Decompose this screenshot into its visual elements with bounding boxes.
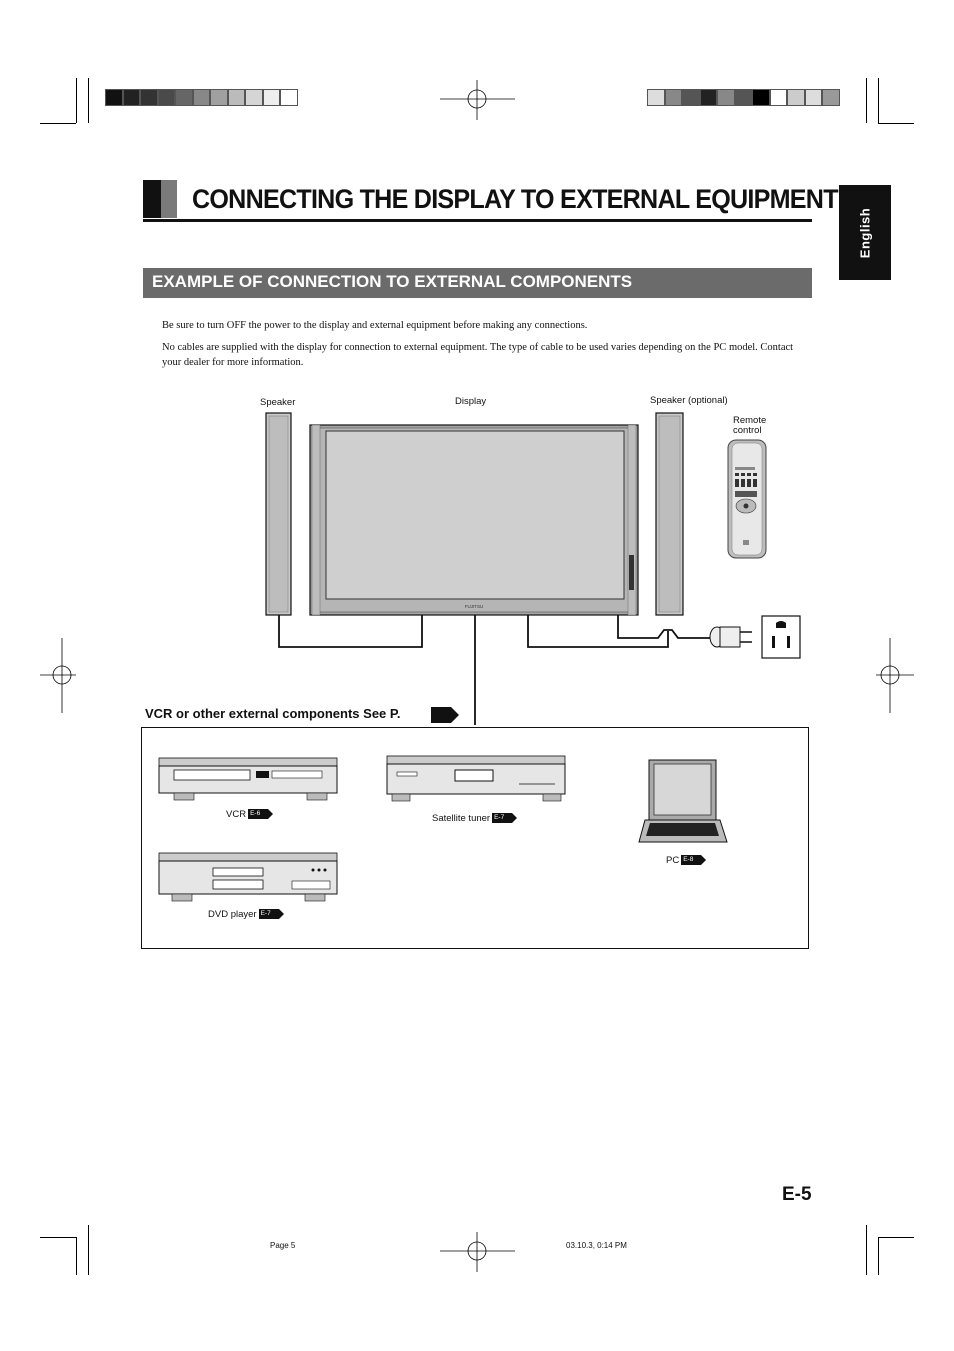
registration-mark-top xyxy=(440,80,515,120)
paragraph-cables: No cables are supplied with the display for connection to external equipment. The type of cable to be used varies depending on the PC model. Contact your dealer for more information. xyxy=(162,342,794,368)
display-illustration xyxy=(310,425,638,615)
external-devices-illustration xyxy=(155,750,745,910)
registration-mark-right xyxy=(876,638,914,713)
paragraph-power-off: Be sure to turn OFF the power to the display and external equipment before making any connections. xyxy=(162,320,588,331)
footer-timestamp: 03.10.3, 0:14 PM xyxy=(566,1241,627,1250)
display-label: Display xyxy=(455,396,487,407)
external-components-heading: VCR or other external components See P. xyxy=(145,706,401,721)
gray-scale-bar-right xyxy=(647,89,840,106)
remote-label: Remote control xyxy=(733,415,767,436)
remote-illustration xyxy=(728,440,766,558)
registration-mark-left xyxy=(40,638,76,713)
vcr-label: VCR E-6 xyxy=(226,809,268,820)
language-label: English xyxy=(857,207,873,258)
footer-page: Page 5 xyxy=(270,1241,296,1250)
speaker-left-illustration xyxy=(266,413,291,615)
language-tab xyxy=(839,185,891,280)
dvd-player-illustration xyxy=(159,853,337,901)
speaker-right-label: Speaker (optional) xyxy=(650,395,728,406)
svg-text:FUJITSU: FUJITSU xyxy=(464,604,484,609)
page-number: E-5 xyxy=(782,1184,812,1205)
registration-mark-bottom xyxy=(440,1232,515,1272)
power-plug-illustration xyxy=(710,627,752,647)
pc-illustration xyxy=(639,760,727,842)
section-heading xyxy=(143,268,812,298)
satellite-tuner-illustration xyxy=(387,756,565,801)
satellite-tuner-label: Satellite tuner E-7 xyxy=(432,813,512,824)
speaker-left-label: Speaker xyxy=(260,397,296,408)
vcr-illustration xyxy=(159,758,337,800)
page-ref-badge: E-8 xyxy=(681,855,701,865)
page-ref-badge: E-6 xyxy=(248,809,268,819)
dvd-player-label: DVD player E-7 xyxy=(208,909,279,920)
page-ref-badge: E-7 xyxy=(492,813,512,823)
power-outlet-illustration xyxy=(762,616,800,658)
speaker-right-illustration xyxy=(656,413,683,615)
section-title: EXAMPLE OF CONNECTION TO EXTERNAL COMPONENTS xyxy=(152,272,633,291)
page-title: CONNECTING THE DISPLAY TO EXTERNAL EQUIPMENT xyxy=(192,184,838,214)
page-title-block xyxy=(143,180,838,222)
gray-scale-bar-left xyxy=(105,89,298,106)
connection-diagram xyxy=(250,405,810,725)
page-ref-arrow-icon xyxy=(431,707,451,723)
pc-label: PC E-8 xyxy=(666,855,701,866)
page-ref-badge: E-7 xyxy=(259,909,279,919)
